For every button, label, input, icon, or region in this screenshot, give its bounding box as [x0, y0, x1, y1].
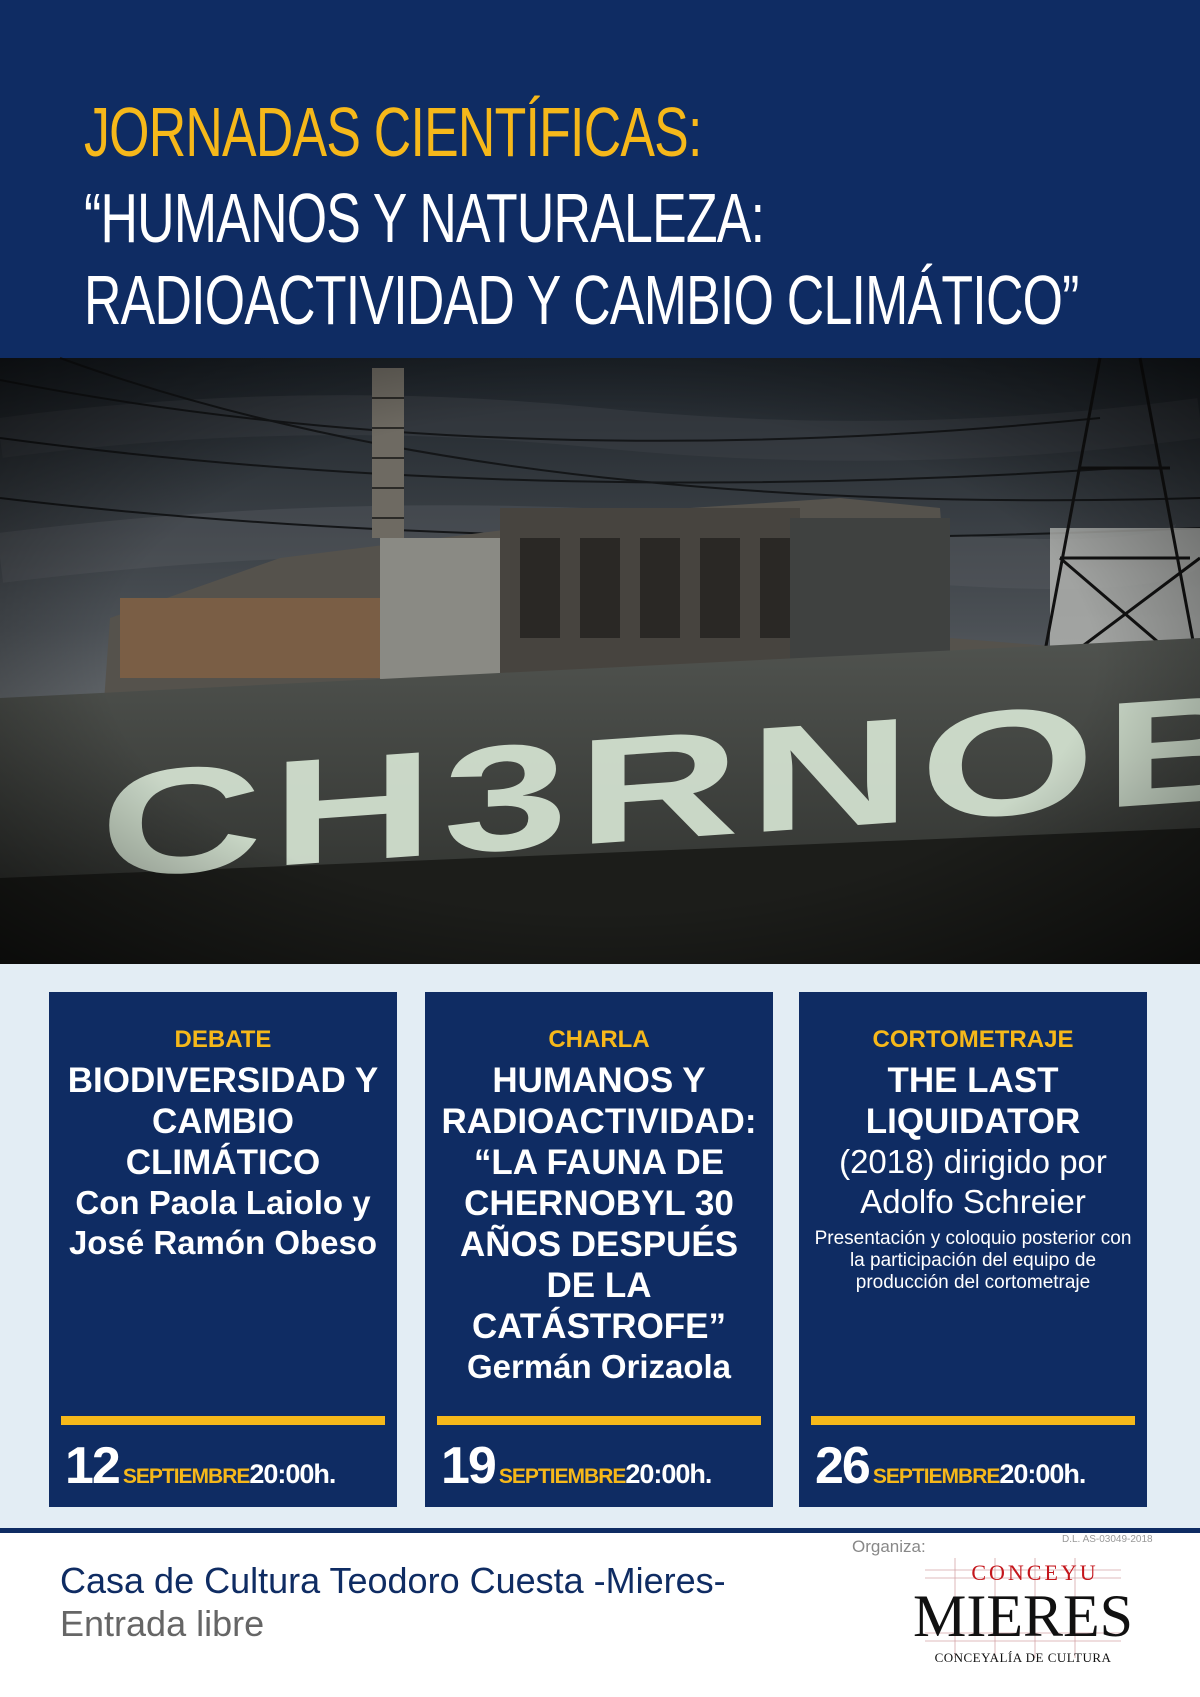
event-card-1 [49, 992, 397, 1507]
logo-top: CONCEYU [971, 1560, 1099, 1585]
footer-divider [0, 1528, 1200, 1533]
event-time: 20:00h. [249, 1459, 336, 1489]
event-month: SEPTIEMBRE [122, 1465, 250, 1488]
event-month: SEPTIEMBRE [498, 1465, 626, 1488]
header-line-3: RADIOACTIVIDAD Y CAMBIO CLIMÁTICO” [84, 261, 1079, 339]
event-day: 19 [441, 1437, 495, 1495]
poster-header [0, 0, 1200, 358]
chernobyl-photo [0, 358, 1200, 964]
event-category: DEBATE [174, 1026, 272, 1053]
event-title: THE LAST LIQUIDATOR [865, 1061, 1081, 1141]
event-title: HUMANOS Y RADIOACTIVIDAD: “LA FAUNA DE CHERNOBYL 30 AÑOS DESPUÉS DE LA CATÁSTROFE” [441, 1061, 757, 1346]
legal-deposit: D.L. AS-03049-2018 [1062, 1534, 1153, 1545]
logo-graphic [912, 1558, 1134, 1678]
event-day: 26 [815, 1437, 869, 1495]
chernobyl-plant-illustration [0, 358, 1200, 964]
event-note: Presentación y coloquio posterior con la participación del equipo de producción del cortometraje [814, 1228, 1132, 1293]
event-day: 12 [65, 1437, 119, 1495]
logo-main: MIERES [912, 1583, 1134, 1649]
event-divider [811, 1416, 1135, 1425]
event-time: 20:00h. [625, 1459, 712, 1489]
event-speakers: Con Paola Laiolo y José Ramón Obeso [68, 1184, 378, 1261]
header-line-1: JORNADAS CIENTÍFICAS: [84, 93, 702, 171]
event-divider [61, 1416, 385, 1425]
header-line-2: “HUMANOS Y NATURALEZA: [84, 179, 765, 257]
venue-text: Casa de Cultura Teodoro Cuesta -Mieres- [60, 1560, 726, 1601]
entry-text: Entrada libre [60, 1603, 265, 1644]
organiza-label: Organiza: [852, 1537, 926, 1556]
event-card-2 [425, 992, 773, 1507]
event-month: SEPTIEMBRE [872, 1465, 1000, 1488]
logo-bottom: CONCEYALÍA DE CULTURA [934, 1650, 1112, 1665]
event-date [65, 1436, 391, 1496]
event-category: CORTOMETRAJE [872, 1026, 1074, 1053]
event-speakers: Germán Orizaola [466, 1348, 732, 1385]
event-title: BIODIVERSIDAD Y CAMBIO CLIMÁTICO [67, 1061, 379, 1182]
event-category: CHARLA [548, 1026, 650, 1053]
conceyu-mieres-logo [912, 1558, 1134, 1678]
event-time: 20:00h. [999, 1459, 1086, 1489]
event-divider [437, 1416, 761, 1425]
event-date [815, 1436, 1141, 1496]
event-card-3 [799, 992, 1147, 1507]
event-director: (2018) dirigido por Adolfo Schreier [839, 1143, 1107, 1220]
event-date [441, 1436, 767, 1496]
